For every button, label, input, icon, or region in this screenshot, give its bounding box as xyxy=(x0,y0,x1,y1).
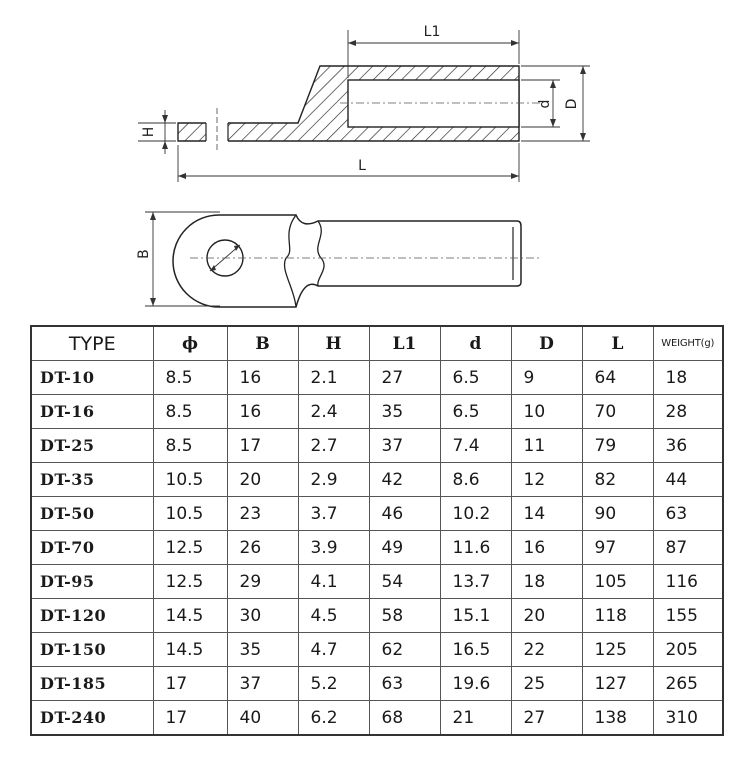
dim-label-l1: L1 xyxy=(423,24,441,40)
cell-d: 6.5 xyxy=(440,361,511,395)
dim-label-l: L xyxy=(358,158,366,174)
cell-h: 3.9 xyxy=(298,531,369,565)
cell-big-d: 16 xyxy=(511,531,582,565)
cell-l1: 68 xyxy=(369,701,440,736)
cell-h: 2.7 xyxy=(298,429,369,463)
cell-h: 6.2 xyxy=(298,701,369,736)
header-l1: L1 xyxy=(369,326,440,361)
cell-l: 125 xyxy=(582,633,653,667)
cell-type: DT-35 xyxy=(31,463,153,497)
cell-l: 138 xyxy=(582,701,653,736)
header-phi: ϕ xyxy=(153,326,227,361)
cell-big-d: 12 xyxy=(511,463,582,497)
cell-l1: 35 xyxy=(369,395,440,429)
cell-b: 40 xyxy=(227,701,298,736)
specification-table xyxy=(30,325,724,736)
cell-b: 35 xyxy=(227,633,298,667)
cell-phi: 17 xyxy=(153,667,227,701)
cell-weight: 116 xyxy=(653,565,723,599)
cell-type: DT-50 xyxy=(31,497,153,531)
cell-l: 79 xyxy=(582,429,653,463)
cell-h: 5.2 xyxy=(298,667,369,701)
table-row xyxy=(31,633,723,667)
table-row xyxy=(31,429,723,463)
cell-phi: 10.5 xyxy=(153,463,227,497)
dim-label-h: H xyxy=(141,126,157,138)
cell-l: 97 xyxy=(582,531,653,565)
cell-big-d: 14 xyxy=(511,497,582,531)
cell-big-d: 10 xyxy=(511,395,582,429)
cell-big-d: 9 xyxy=(511,361,582,395)
cell-phi: 14.5 xyxy=(153,633,227,667)
dim-label-d: d xyxy=(537,99,553,109)
cell-l1: 49 xyxy=(369,531,440,565)
cell-weight: 36 xyxy=(653,429,723,463)
cell-weight: 205 xyxy=(653,633,723,667)
cell-h: 2.9 xyxy=(298,463,369,497)
cell-l: 64 xyxy=(582,361,653,395)
cell-weight: 87 xyxy=(653,531,723,565)
header-b: B xyxy=(227,326,298,361)
cell-d: 7.4 xyxy=(440,429,511,463)
cell-l: 70 xyxy=(582,395,653,429)
cell-d: 11.6 xyxy=(440,531,511,565)
cell-phi: 8.5 xyxy=(153,429,227,463)
cell-type: DT-185 xyxy=(31,667,153,701)
cell-type: DT-95 xyxy=(31,565,153,599)
cell-h: 4.5 xyxy=(298,599,369,633)
cell-b: 16 xyxy=(227,395,298,429)
cell-type: DT-240 xyxy=(31,701,153,736)
header-big-d: D xyxy=(511,326,582,361)
cell-d: 10.2 xyxy=(440,497,511,531)
cell-weight: 18 xyxy=(653,361,723,395)
cell-weight: 63 xyxy=(653,497,723,531)
cell-l1: 62 xyxy=(369,633,440,667)
table-row xyxy=(31,701,723,736)
cell-l1: 46 xyxy=(369,497,440,531)
cell-l1: 37 xyxy=(369,429,440,463)
cell-weight: 155 xyxy=(653,599,723,633)
cell-weight: 28 xyxy=(653,395,723,429)
cell-phi: 10.5 xyxy=(153,497,227,531)
cell-h: 4.7 xyxy=(298,633,369,667)
cell-type: DT-10 xyxy=(31,361,153,395)
cell-l: 127 xyxy=(582,667,653,701)
cell-l: 105 xyxy=(582,565,653,599)
cell-phi: 12.5 xyxy=(153,565,227,599)
cell-type: DT-120 xyxy=(31,599,153,633)
cell-big-d: 22 xyxy=(511,633,582,667)
cell-b: 37 xyxy=(227,667,298,701)
cell-b: 20 xyxy=(227,463,298,497)
side-section-view xyxy=(138,24,590,182)
cell-b: 30 xyxy=(227,599,298,633)
cell-weight: 310 xyxy=(653,701,723,736)
cell-d: 15.1 xyxy=(440,599,511,633)
cell-type: DT-70 xyxy=(31,531,153,565)
cell-b: 16 xyxy=(227,361,298,395)
cell-l: 118 xyxy=(582,599,653,633)
cell-l: 90 xyxy=(582,497,653,531)
cell-type: DT-16 xyxy=(31,395,153,429)
table-row xyxy=(31,531,723,565)
cell-l1: 63 xyxy=(369,667,440,701)
header-d: d xyxy=(440,326,511,361)
table-row xyxy=(31,599,723,633)
cell-type: DT-150 xyxy=(31,633,153,667)
cell-d: 16.5 xyxy=(440,633,511,667)
cell-l1: 42 xyxy=(369,463,440,497)
cell-b: 23 xyxy=(227,497,298,531)
table-row xyxy=(31,667,723,701)
table-row xyxy=(31,395,723,429)
cell-d: 8.6 xyxy=(440,463,511,497)
cell-h: 4.1 xyxy=(298,565,369,599)
table-row xyxy=(31,463,723,497)
cell-d: 6.5 xyxy=(440,395,511,429)
cell-big-d: 20 xyxy=(511,599,582,633)
cell-l1: 27 xyxy=(369,361,440,395)
cell-b: 29 xyxy=(227,565,298,599)
table-row xyxy=(31,497,723,531)
technical-drawing xyxy=(0,0,750,320)
cell-phi: 14.5 xyxy=(153,599,227,633)
cell-phi: 8.5 xyxy=(153,395,227,429)
header-type: TYPE xyxy=(31,326,153,361)
cell-h: 3.7 xyxy=(298,497,369,531)
cell-b: 17 xyxy=(227,429,298,463)
cell-weight: 265 xyxy=(653,667,723,701)
cell-l: 82 xyxy=(582,463,653,497)
cell-big-d: 27 xyxy=(511,701,582,736)
cell-d: 19.6 xyxy=(440,667,511,701)
cell-b: 26 xyxy=(227,531,298,565)
cell-h: 2.1 xyxy=(298,361,369,395)
cell-l1: 54 xyxy=(369,565,440,599)
cell-phi: 8.5 xyxy=(153,361,227,395)
cell-weight: 44 xyxy=(653,463,723,497)
top-view xyxy=(136,212,542,307)
cell-big-d: 25 xyxy=(511,667,582,701)
cell-phi: 17 xyxy=(153,701,227,736)
header-h: H xyxy=(298,326,369,361)
header-weight: WEIGHT(g) xyxy=(653,326,723,361)
cell-d: 13.7 xyxy=(440,565,511,599)
dim-label-b: B xyxy=(136,249,152,259)
header-l: L xyxy=(582,326,653,361)
cell-d: 21 xyxy=(440,701,511,736)
table-row xyxy=(31,565,723,599)
cell-type: DT-25 xyxy=(31,429,153,463)
cell-phi: 12.5 xyxy=(153,531,227,565)
dim-label-big-d: D xyxy=(564,98,580,110)
cell-big-d: 11 xyxy=(511,429,582,463)
cell-h: 2.4 xyxy=(298,395,369,429)
cell-big-d: 18 xyxy=(511,565,582,599)
cell-l1: 58 xyxy=(369,599,440,633)
table-header-row xyxy=(31,326,723,361)
table-row xyxy=(31,361,723,395)
